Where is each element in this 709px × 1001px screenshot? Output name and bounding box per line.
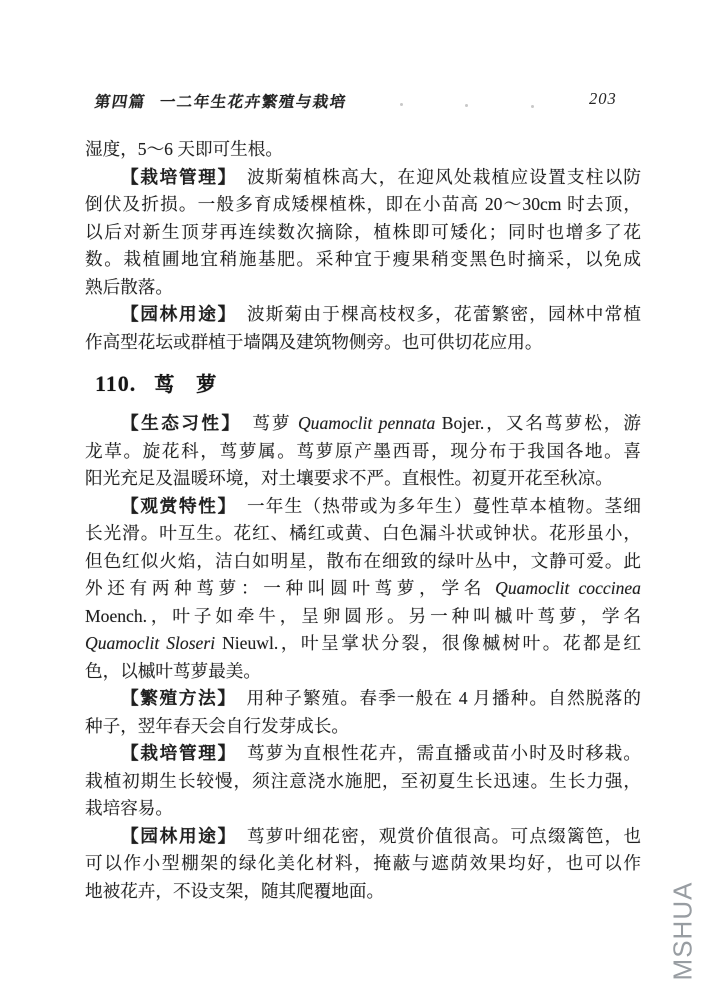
text-segment: 波斯菊植株高大，在迎风处栽植应设置支柱以防 — [228, 166, 641, 187]
text-segment: 湿度，5～6 天即可生根。 — [85, 139, 283, 159]
latin-botanical-name: Quamoclit coccinea — [495, 578, 641, 598]
text-line — [85, 768, 641, 796]
paragraph — [85, 410, 641, 493]
text-line — [85, 438, 641, 466]
section-title: 茑 萝 — [154, 374, 218, 396]
text-segment: 种子，翌年春天会自行发芽成长。 — [85, 715, 349, 736]
text-segment: 茑萝叶细花密，观赏价值很高。可点缀篱笆，也 — [228, 825, 641, 846]
text-segment: 地被花卉，不设支架，随其爬覆地面。 — [85, 880, 385, 901]
field-label: 【观赏特性】 — [121, 495, 229, 516]
field-label: 【园林用途】 — [121, 825, 229, 846]
text-line — [85, 329, 641, 357]
text-line — [85, 219, 641, 247]
text-line — [85, 548, 641, 576]
field-label: 【繁殖方法】 — [121, 688, 228, 708]
text-segment: 倒伏及折损。一般多育成矮棵植株，即在小苗高 20～30cm 时去顶， — [85, 194, 641, 214]
text-line — [85, 301, 641, 329]
field-label: 【栽培管理】 — [121, 743, 229, 763]
field-label: 【园林用途】 — [121, 304, 229, 324]
text-segment: 用种子繁殖。春季一般在 4 月播种。自然脱落的 — [227, 688, 641, 708]
scan-speck — [531, 105, 534, 108]
text-segment: 外还有两种茑萝：一种叫圆叶茑萝，学名 — [85, 578, 496, 598]
text-line — [85, 603, 641, 631]
text-line — [85, 520, 641, 548]
text-segment: Moench.，叶子如牵牛，呈卵圆形。另一种叫槭叶茑萝，学名 — [85, 605, 641, 626]
text-segment: Nieuwl.，叶呈掌状分裂，很像槭树叶。花都是红 — [215, 633, 642, 653]
scan-speck — [465, 104, 468, 107]
text-segment: 阳光充足及温暖环境，对土壤要求不严。直根性。初夏开花至秋凉。 — [85, 468, 613, 488]
text-line — [85, 410, 641, 438]
text-line — [85, 795, 641, 823]
text-line — [85, 164, 641, 192]
text-line — [85, 658, 641, 686]
text-segment: 以后对新生顶芽再连续数次摘除，植株即可矮化；同时也增多了花 — [85, 221, 641, 242]
field-label: 【栽培管理】 — [121, 166, 229, 187]
text-line — [85, 685, 641, 713]
text-line — [85, 493, 641, 521]
text-segment: 作高型花坛或群植于墙隅及建筑物侧旁。也可供切花应用。 — [85, 331, 543, 352]
text-segment: 数。栽植圃地宜稍施基肥。采种宜于瘦果稍变黑色时摘采，以免成 — [85, 249, 641, 269]
paragraph — [85, 740, 641, 823]
chapter-label: 第四篇 — [93, 94, 147, 111]
text-line — [85, 823, 641, 851]
watermark-text: MSHUA — [667, 881, 698, 981]
paragraph — [85, 823, 641, 906]
section-number: 110. — [95, 371, 137, 396]
text-line — [85, 191, 641, 219]
text-segment: 栽培容易。 — [85, 798, 173, 818]
text-segment: 可以作小型棚架的绿化美化材料，掩蔽与遮荫效果均好，也可以作 — [85, 853, 641, 873]
text-line — [85, 630, 641, 658]
text-segment: 龙草。旋花科，茑萝属。茑萝原产墨西哥，现分布于我国各地。喜 — [85, 440, 641, 461]
text-line — [85, 575, 641, 603]
latin-botanical-name: Quamoclit Sloseri — [85, 633, 216, 653]
paragraph — [85, 164, 641, 302]
text-segment: 茑萝 — [232, 413, 298, 433]
paragraph — [85, 301, 641, 356]
latin-botanical-name: Quamoclit pennata — [297, 413, 436, 433]
text-segment: 但色红似火焰，洁白如明星，散布在细致的绿叶丛中，文静可爱。此 — [85, 550, 641, 571]
text-segment: 波斯菊由于棵高枝杈多，花蕾繁密，园林中常植 — [228, 304, 641, 324]
text-segment: 熟后散落。 — [85, 276, 173, 297]
section-heading — [95, 369, 641, 400]
running-header — [93, 90, 566, 112]
document-body — [85, 136, 641, 905]
paragraph — [85, 136, 641, 164]
text-line — [85, 878, 641, 906]
text-line — [85, 136, 641, 164]
text-line — [85, 246, 641, 274]
text-line — [85, 465, 641, 493]
text-line — [85, 740, 641, 768]
paragraph — [85, 493, 641, 686]
chapter-title: 一二年生花卉繁殖与栽培 — [158, 94, 349, 111]
paragraph — [85, 685, 641, 740]
field-label: 【生态习性】 — [121, 413, 233, 433]
text-line — [85, 850, 641, 878]
text-segment: 茑萝为直根性花卉，需直播或苗小时及时移栽。 — [228, 743, 641, 763]
text-segment: 长光滑。叶互生。花红、橘红或黄、白色漏斗状或钟状。花形虽小， — [85, 523, 641, 543]
text-segment: 一年生（热带或为多年生）蔓性草本植物。茎细 — [228, 495, 641, 516]
text-segment: 栽植初期生长较慢，须注意浇水施肥，至初夏生长迅速。生长力强， — [85, 770, 641, 791]
scan-speck — [400, 103, 403, 106]
text-segment: 色，以槭叶茑萝最美。 — [85, 660, 261, 681]
text-segment: Bojer.，又名茑萝松，游 — [435, 413, 641, 433]
text-line — [85, 274, 641, 302]
page-number: 203 — [589, 89, 617, 108]
text-line — [85, 713, 641, 741]
